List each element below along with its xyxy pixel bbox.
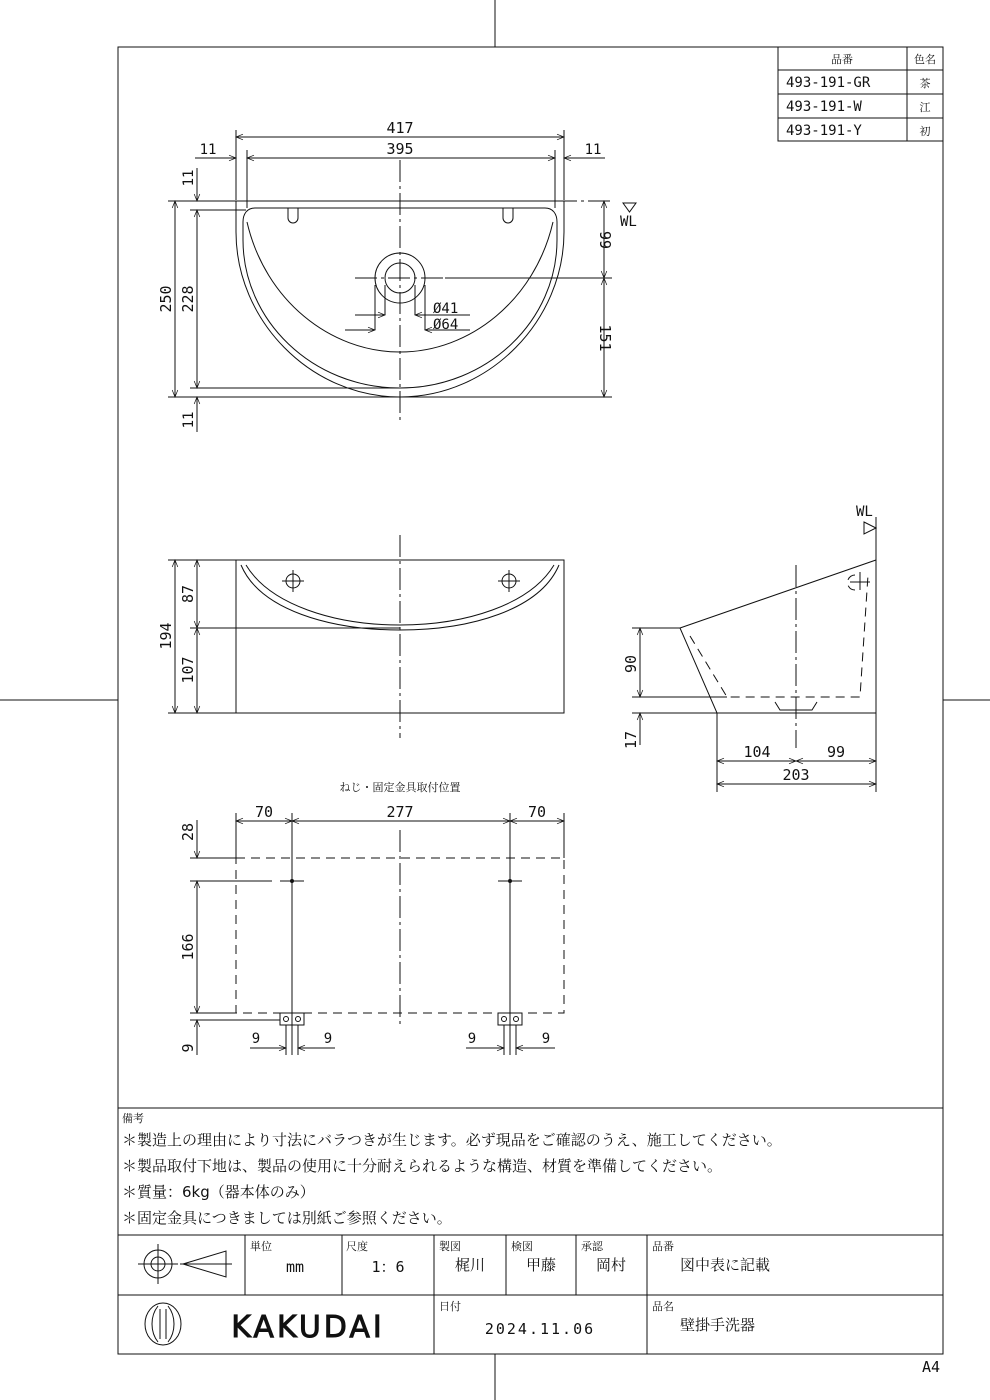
dim-drain-to-front: 151 <box>596 324 614 352</box>
dim-rim-left: 11 <box>199 142 217 158</box>
dim-side-total: 203 <box>782 766 810 784</box>
table-row-color: 江 <box>919 101 931 114</box>
unit-value: mm <box>285 1258 305 1276</box>
dim-drain-inner: Ø41 <box>433 301 459 317</box>
kakudai-logo <box>145 1303 385 1345</box>
dim-bracket-r1: 9 <box>467 1031 477 1047</box>
front-view <box>157 535 564 738</box>
dim-rim-top: 11 <box>181 169 197 187</box>
table-row-code: 493-191-Y <box>786 123 862 139</box>
side-view <box>622 504 876 792</box>
paper-size: A4 <box>921 1358 940 1376</box>
mount-view-title: ねじ・固定金具取付位置 <box>339 781 461 794</box>
part-no-label: 品番 <box>652 1240 674 1253</box>
dim-mount-center: 277 <box>386 803 414 821</box>
dim-inner-width: 395 <box>386 140 414 158</box>
table-row-color: 初 <box>919 125 931 138</box>
dim-bracket-l1: 9 <box>251 1031 261 1047</box>
title-block <box>118 1235 943 1354</box>
side-wl-label: WL <box>856 504 873 520</box>
checked-label: 検図 <box>511 1240 533 1253</box>
wl-label: WL <box>620 214 637 230</box>
name-value: 壁掛手洗器 <box>680 1316 756 1334</box>
unit-label: 単位 <box>250 1240 272 1253</box>
dim-total-width: 417 <box>386 119 414 137</box>
mount-slot <box>503 208 513 223</box>
approved-label: 承認 <box>581 1240 603 1253</box>
table-row-color: 茶 <box>919 77 931 90</box>
note-item: ＊製造上の理由により寸法にバラつきが生じます。必ず現品をご確認のうえ、施工してください。 <box>122 1131 782 1149</box>
note-item: ＊質量：6kg（器本体のみ） <box>122 1183 315 1201</box>
dim-side-height: 90 <box>622 654 640 674</box>
dim-to-drain: 99 <box>596 230 614 250</box>
name-label: 品名 <box>652 1300 674 1313</box>
part-no-value: 図中表に記載 <box>680 1256 771 1274</box>
dim-side-d1: 104 <box>743 743 771 761</box>
approved-value: 岡村 <box>595 1256 627 1274</box>
table-row-code: 493-191-GR <box>786 75 871 91</box>
dim-rim-bottom: 11 <box>181 411 197 429</box>
notes-section <box>118 1108 943 1227</box>
scale-value: 1：6 <box>371 1258 405 1276</box>
scale-label: 尺度 <box>346 1240 368 1253</box>
dim-rim-right: 11 <box>584 142 602 158</box>
svg-text:KAKUDAI: KAKUDAI <box>231 1310 385 1345</box>
dim-mount-height: 166 <box>179 933 197 961</box>
dim-mount-bottom: 9 <box>179 1043 197 1053</box>
date-value: 2024.11.06 <box>484 1320 596 1338</box>
third-angle-projection-icon <box>138 1244 232 1284</box>
note-item: ＊製品取付下地は、製品の使用に十分耐えられるような構造、材質を準備してください。 <box>122 1157 723 1175</box>
notes-heading: 備考 <box>122 1112 144 1125</box>
mount-view <box>179 780 564 1055</box>
dim-front-height: 194 <box>157 622 175 650</box>
dim-side-d2: 99 <box>826 743 846 761</box>
table-row-code: 493-191-W <box>786 99 862 115</box>
drawn-value: 梶川 <box>454 1256 486 1274</box>
drawn-label: 製図 <box>439 1240 461 1253</box>
dim-inner-depth: 228 <box>179 285 197 313</box>
dim-bracket-r2: 9 <box>541 1031 551 1047</box>
dim-mount-top: 28 <box>179 822 197 842</box>
dim-mount-right: 70 <box>527 803 547 821</box>
dim-drain-outer: Ø64 <box>433 317 459 333</box>
dim-mount-left: 70 <box>254 803 274 821</box>
dim-front-upper: 87 <box>179 584 197 604</box>
dim-total-depth: 250 <box>157 285 175 313</box>
mount-slot <box>288 208 298 223</box>
note-item: ＊固定金具につきましては別紙ご参照ください。 <box>122 1209 452 1227</box>
date-label: 日付 <box>439 1300 461 1313</box>
product-color-table <box>778 47 943 141</box>
top-view <box>157 119 637 432</box>
checked-value: 甲藤 <box>525 1256 557 1274</box>
dim-side-base: 17 <box>622 730 640 750</box>
dim-front-lower: 107 <box>179 656 197 684</box>
table-header-code: 品番 <box>831 53 853 66</box>
dim-bracket-l2: 9 <box>323 1031 333 1047</box>
table-header-color: 色名 <box>914 53 936 66</box>
